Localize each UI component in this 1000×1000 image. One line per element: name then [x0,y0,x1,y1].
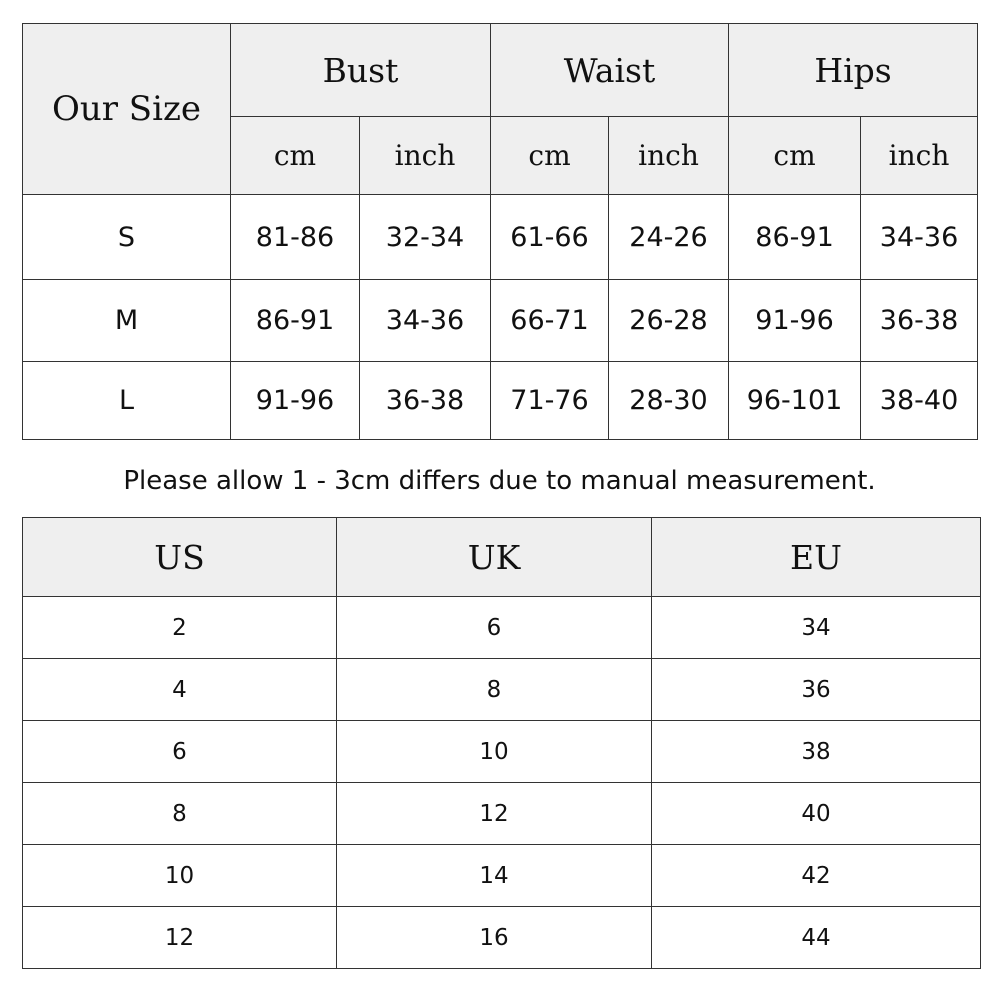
us-cell: 6 [23,721,337,783]
size-cell: S [23,195,231,280]
waist-inch-cell: 24-26 [609,195,729,280]
eu-cell: 38 [652,721,981,783]
size-cell: L [23,362,231,440]
hips-inch-cell: 34-36 [861,195,978,280]
bust-header: Bust [231,24,491,117]
waist-cm-cell: 71-76 [491,362,609,440]
us-cell: 12 [23,907,337,969]
uk-cell: 12 [337,783,652,845]
eu-cell: 36 [652,659,981,721]
waist-header: Waist [491,24,729,117]
table-row [23,783,981,845]
waist-cm-cell: 66-71 [491,280,609,362]
table-row [23,721,981,783]
us-cell: 10 [23,845,337,907]
our-size-header: Our Size [23,24,231,195]
hips-header: Hips [729,24,978,117]
table-row [23,195,978,280]
hips-inch-cell: 36-38 [861,280,978,362]
bust-cm-cell: 86-91 [231,280,360,362]
waist-inch-header: inch [609,117,729,195]
bust-inch-header: inch [360,117,491,195]
bust-cm-cell: 81-86 [231,195,360,280]
table-row [23,845,981,907]
hips-cm-cell: 91-96 [729,280,861,362]
bust-inch-cell: 36-38 [360,362,491,440]
us-cell: 4 [23,659,337,721]
uk-cell: 16 [337,907,652,969]
eu-cell: 40 [652,783,981,845]
us-header: US [23,518,337,597]
measurement-note: Please allow 1 - 3cm differs due to manual measurement. [123,466,876,496]
uk-header: UK [337,518,652,597]
uk-cell: 6 [337,597,652,659]
bust-cm-cell: 91-96 [231,362,360,440]
bust-cm-header: cm [231,117,360,195]
size-cell: M [23,280,231,362]
hips-inch-cell: 38-40 [861,362,978,440]
size-conversion-table [22,517,981,969]
uk-cell: 14 [337,845,652,907]
size-measurement-table [22,23,978,440]
uk-cell: 8 [337,659,652,721]
waist-cm-header: cm [491,117,609,195]
hips-cm-header: cm [729,117,861,195]
table-row [23,362,978,440]
table-row [23,280,978,362]
table-row [23,659,981,721]
table-row [23,907,981,969]
uk-cell: 10 [337,721,652,783]
table-row [23,597,981,659]
bust-inch-cell: 32-34 [360,195,491,280]
bust-inch-cell: 34-36 [360,280,491,362]
eu-cell: 44 [652,907,981,969]
eu-cell: 34 [652,597,981,659]
waist-cm-cell: 61-66 [491,195,609,280]
eu-header: EU [652,518,981,597]
waist-inch-cell: 26-28 [609,280,729,362]
waist-inch-cell: 28-30 [609,362,729,440]
hips-inch-header: inch [861,117,978,195]
eu-cell: 42 [652,845,981,907]
hips-cm-cell: 96-101 [729,362,861,440]
us-cell: 2 [23,597,337,659]
us-cell: 8 [23,783,337,845]
hips-cm-cell: 86-91 [729,195,861,280]
